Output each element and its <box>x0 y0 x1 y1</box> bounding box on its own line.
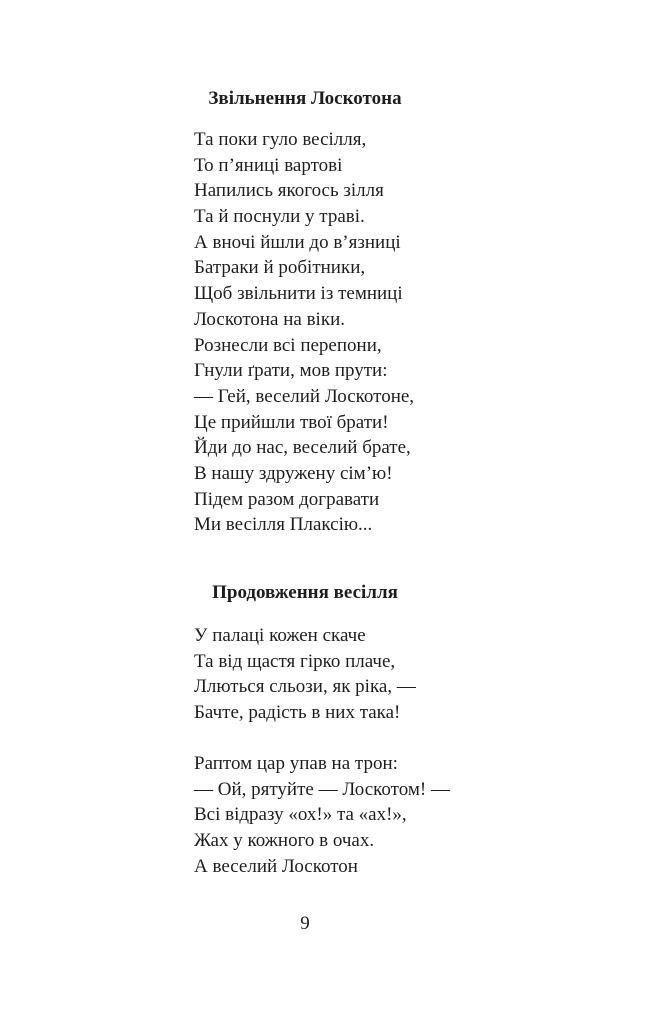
verse-line: Бачте, радість в них така! <box>194 702 401 724</box>
section-title-wedding-continued: Продовження весілля <box>212 582 398 603</box>
verse-line: Рознесли всі перепони, <box>194 334 382 356</box>
verse-line: Йди до нас, веселий брате, <box>194 437 411 459</box>
verse-line: Жах у кожного в очах. <box>194 830 375 852</box>
verse-line: Це прийшли твої брати! <box>194 411 389 433</box>
verse-line: Та й поснули у траві. <box>194 206 365 228</box>
stanza-throne <box>194 751 450 879</box>
verse-line: Та від щастя гірко плаче, <box>194 650 396 672</box>
verse-line: Гнули ґрати, мов прути: <box>194 360 388 382</box>
verse-line: Всі відразу «ох!» та «ах!», <box>194 804 407 826</box>
verse-line: Ллються сльози, як ріка, — <box>194 676 416 698</box>
verse-line: — Гей, веселий Лоскотоне, <box>194 385 415 407</box>
verse-line: У палаці кожен скаче <box>194 625 366 646</box>
verse-line: А веселий Лоскотон <box>194 855 358 877</box>
stanza-liberation <box>194 127 414 538</box>
verse-line: Щоб звільнити із темниці <box>194 283 403 305</box>
verse-line: Ми весілля Плаксію... <box>194 514 373 536</box>
section-title-liberation: Звільнення Лоскотона <box>208 88 402 109</box>
verse-line: Раптом цар упав на трон: <box>194 753 398 774</box>
verse-line: Батраки й робітники, <box>194 257 366 279</box>
verse-line: В нашу здружену сім’ю! <box>194 462 393 484</box>
verse-line: Лоскотона на віки. <box>194 308 345 330</box>
verse-line: — Ой, рятуйте — Лоскотом! — <box>194 778 450 800</box>
verse-line: Напились якогось зілля <box>194 180 384 202</box>
stanza-palace <box>194 623 416 726</box>
verse-line: Та поки гуло весілля, <box>194 129 367 150</box>
verse-line: То п’яниці вартові <box>194 154 343 176</box>
verse-line: Підем разом догравати <box>194 488 380 510</box>
verse-line: А вночі йшли до в’язниці <box>194 231 401 253</box>
page-number: 9 <box>300 913 310 934</box>
